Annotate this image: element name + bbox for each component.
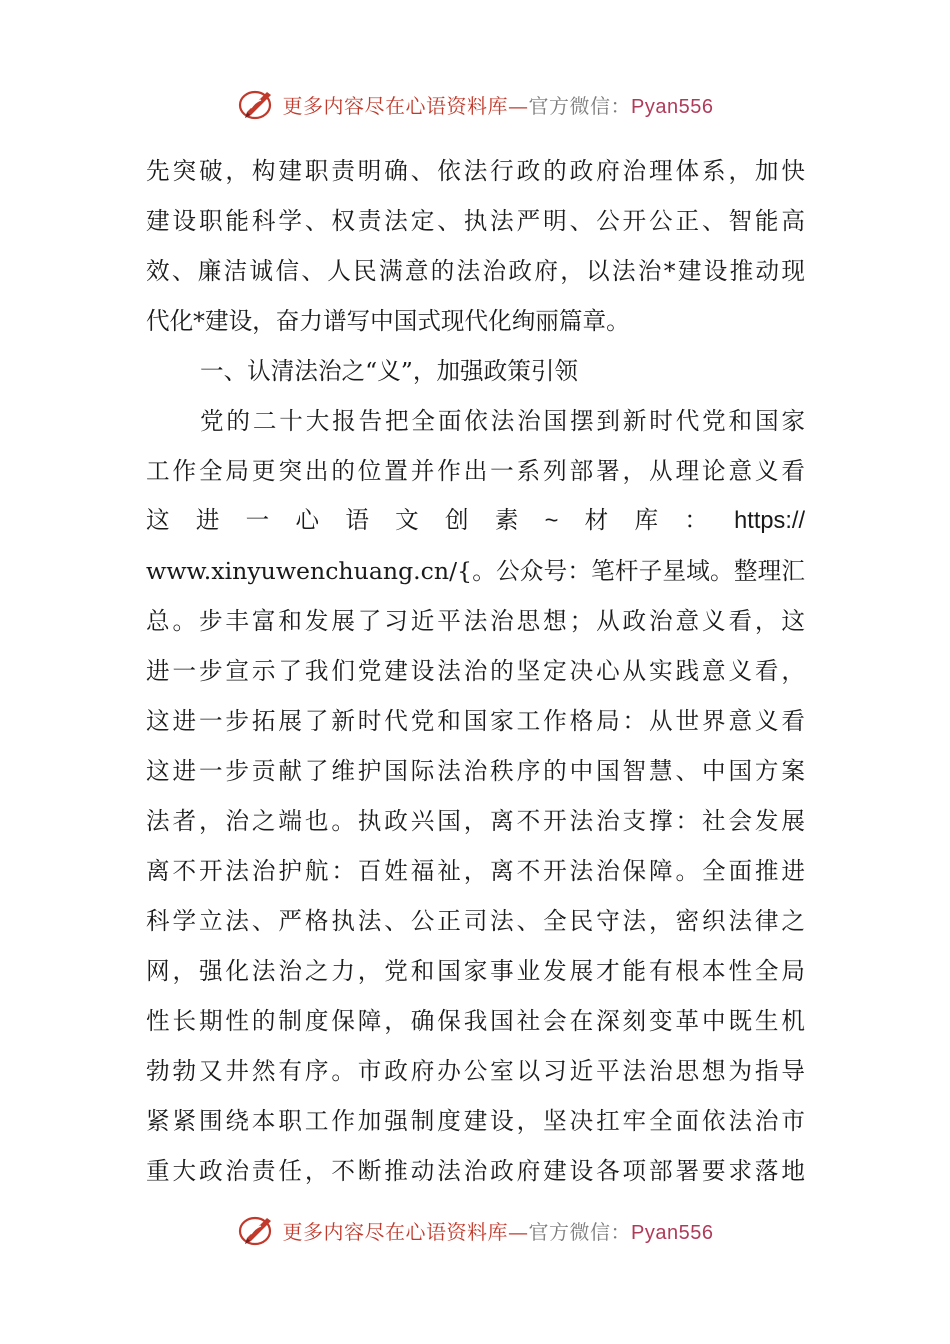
banner-wechat-label: 官方微信： [528, 93, 632, 118]
body-line: 效、廉洁诚信、人民满意的法治政府，以法治*建设推动现 [146, 257, 805, 285]
body-line: 总。步丰富和发展了习近平法治思想；从政治意义看，这 [146, 607, 805, 635]
footer-banner [0, 1210, 950, 1250]
body-line: 党的二十大报告把全面依法治国摆到新时代党和国家 [200, 407, 805, 435]
body-line: 这进一步拓展了新时代党和国家工作格局：从世界意义看 [146, 707, 805, 735]
banner-wechat-id: Pyan556 [631, 95, 714, 118]
banner-text [283, 1216, 714, 1245]
pen-logo-icon [237, 86, 277, 122]
body-line: 这进一心语文创素~材库：https:// [146, 508, 805, 534]
body-line: 工作全局更突出的位置并作出一系列部署，从理论意义看 [146, 457, 805, 485]
header-banner [0, 84, 950, 124]
body-line: 建设职能科学、权责法定、执法严明、公开公正、智能高 [146, 207, 805, 235]
body-line: 代化*建设，奋力谱写中国式现代化绚丽篇章。 [146, 307, 630, 335]
body-line: 离不开法治护航：百姓福祉，离不开法治保障。全面推进 [146, 857, 805, 885]
body-line: 性长期性的制度保障，确保我国社会在深刻变革中既生机 [146, 1007, 805, 1035]
section-heading: 一、认清法治之“义”，加强政策引领 [200, 357, 579, 385]
body-line: 科学立法、严格执法、公正司法、全民守法，密织法律之 [146, 907, 805, 935]
document-body [146, 146, 805, 1196]
banner-wechat-id: Pyan556 [631, 1221, 714, 1244]
body-line: 网，强化法治之力，党和国家事业发展才能有根本性全局 [146, 957, 805, 985]
body-line: www.xinyuwenchuang.cn/{。公众号：笔杆子星域。整理汇 [146, 557, 805, 585]
body-line: 进一步宣示了我们党建设法治的坚定决心从实践意义看， [146, 657, 805, 685]
banner-site-text: 更多内容尽在心语资料库— [282, 93, 529, 118]
pen-logo-icon [237, 1212, 277, 1248]
body-line: 这进一步贡献了维护国际法治秩序的中国智慧、中国方案 [146, 757, 805, 785]
body-line: 法者，治之端也。执政兴国，离不开法治支撑：社会发展 [146, 807, 805, 835]
body-line: 先突破，构建职责明确、依法行政的政府治理体系，加快 [146, 157, 805, 185]
banner-text [283, 90, 714, 119]
body-line: 紧紧围绕本职工作加强制度建设，坚决扛牢全面依法治市 [146, 1107, 805, 1135]
body-line: 重大政治责任，不断推动法治政府建设各项部署要求落地 [146, 1157, 805, 1185]
banner-site-text: 更多内容尽在心语资料库— [282, 1219, 529, 1244]
banner-wechat-label: 官方微信： [528, 1219, 632, 1244]
body-line: 勃勃又井然有序。市政府办公室以习近平法治思想为指导 [146, 1057, 805, 1085]
